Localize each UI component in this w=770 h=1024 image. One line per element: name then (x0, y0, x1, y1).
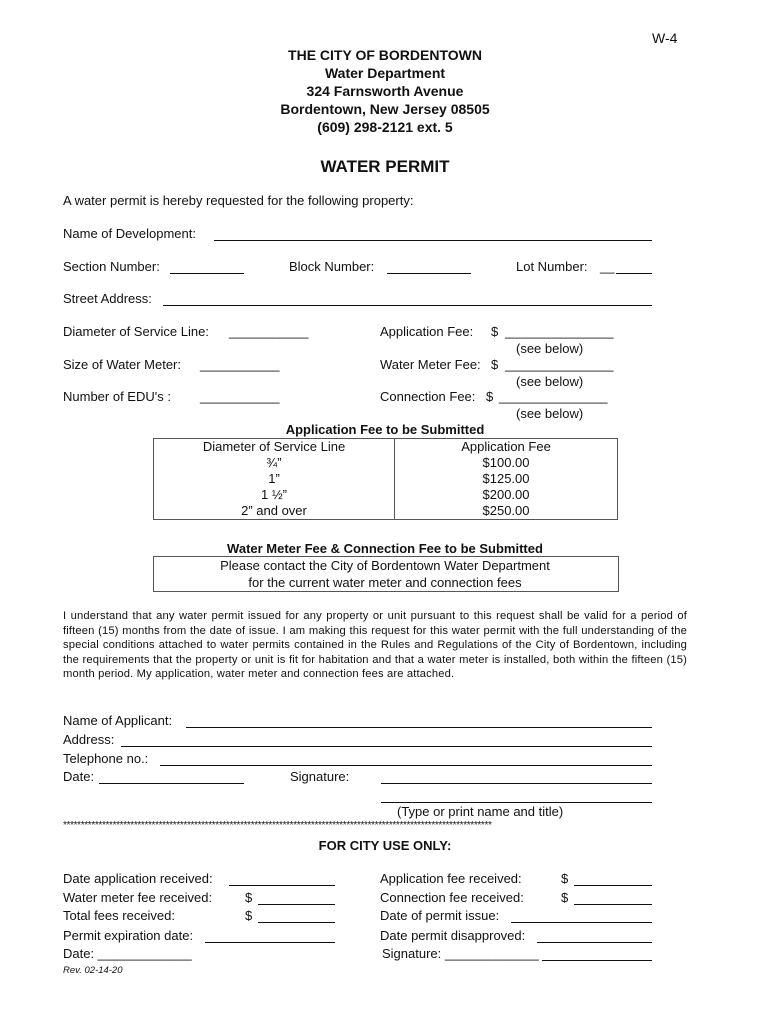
table-row (154, 455, 618, 471)
edus-label: Number of EDU's : (63, 389, 171, 404)
conn-fee-received-currency: $ (561, 890, 569, 905)
page-title: WATER PERMIT (320, 157, 450, 176)
applicant-name-label: Name of Applicant: (63, 713, 173, 728)
meter-size-field[interactable]: ___________ (200, 357, 280, 372)
separator: ************************************************************************************************************************* (63, 820, 492, 831)
expiration-date-label: Permit expiration date: (63, 928, 194, 943)
dept-phone: (609) 298-2121 ext. 5 (317, 119, 453, 135)
dept-street: 324 Farnsworth Avenue (306, 83, 464, 99)
conn-fee-received-label: Connection fee received: (380, 890, 524, 905)
meter-fee-received-currency: $ (245, 890, 253, 905)
permit-disapproved-label: Date permit disapproved: (380, 928, 526, 943)
conn-fee-label: Connection Fee: (380, 389, 476, 404)
revision-note: Rev. 02-14-20 (63, 965, 123, 976)
meter-box-line2: for the current water meter and connection fees (248, 575, 522, 590)
fee-amount-cell: $100.00 (482, 455, 530, 470)
dept-name: Water Department (324, 65, 446, 81)
total-fees-field[interactable] (258, 922, 335, 923)
conn-fee-field[interactable]: _______________ (499, 389, 608, 404)
conn-fee-currency: $ (486, 389, 494, 404)
fee-header-fee: Application Fee (461, 439, 551, 454)
city-signature-field[interactable] (542, 960, 652, 961)
applicant-printed-name-field[interactable] (381, 802, 652, 803)
diameter-label: Diameter of Service Line: (63, 324, 209, 339)
fee-table-header-row (154, 439, 618, 456)
applicant-signature-field[interactable] (381, 783, 652, 784)
lot-field[interactable] (616, 273, 652, 274)
applicant-date-field[interactable] (99, 783, 244, 784)
expiration-date-field[interactable] (205, 942, 335, 943)
meter-fee-field[interactable]: _______________ (505, 357, 614, 372)
street-label: Street Address: (63, 291, 152, 306)
permit-disapproved-field[interactable] (537, 942, 652, 943)
city-date-label[interactable]: Date: _____________ (63, 946, 192, 961)
meter-box-line1: Please contact the City of Bordentown Water Department (220, 558, 550, 573)
applicant-telephone-field[interactable] (160, 765, 652, 766)
development-label: Name of Development: (63, 226, 196, 241)
city-signature-label[interactable]: Signature: _____________ (382, 946, 539, 961)
app-fee-note: (see below) (516, 341, 584, 356)
city-use-title: FOR CITY USE ONLY: (318, 838, 452, 853)
lot-label: Lot Number: (516, 259, 588, 274)
app-fee-currency: $ (491, 324, 499, 339)
total-fees-label: Total fees received: (63, 908, 176, 923)
fee-amount-cell: $200.00 (482, 487, 530, 502)
block-label: Block Number: (289, 259, 375, 274)
app-fee-received-currency: $ (561, 871, 569, 886)
permit-issue-date-label: Date of permit issue: (380, 908, 500, 923)
fee-diameter-cell: 2” and over (154, 503, 395, 520)
block-field[interactable] (387, 273, 471, 274)
table-row (154, 471, 618, 487)
app-fee-field[interactable]: _______________ (505, 324, 614, 339)
dept-city: Bordentown, New Jersey 08505 (280, 101, 490, 117)
app-fee-received-label: Application fee received: (380, 871, 522, 886)
fee-diameter-cell: 1” (154, 471, 395, 487)
app-fee-received-field[interactable] (574, 885, 652, 886)
applicant-telephone-label: Telephone no.: (63, 751, 149, 766)
fee-amount-cell: $250.00 (482, 503, 530, 518)
meter-size-label: Size of Water Meter: (63, 357, 181, 372)
fee-header-diameter: Diameter of Service Line (154, 439, 395, 456)
table-row (154, 503, 618, 520)
fee-diameter-cell: ¾” (154, 455, 395, 471)
signature-caption: (Type or print name and title) (397, 804, 564, 819)
date-app-received-field[interactable] (229, 885, 335, 886)
intro-text: A water permit is hereby requested for the following property: (63, 193, 414, 208)
date-app-received-label: Date application received: (63, 871, 213, 886)
total-fees-currency: $ (245, 908, 253, 923)
meter-fee-label: Water Meter Fee: (380, 357, 481, 372)
street-field[interactable] (163, 305, 652, 306)
conn-fee-note: (see below) (516, 406, 584, 421)
applicant-address-label: Address: (63, 732, 115, 747)
development-field[interactable] (214, 240, 652, 241)
applicant-date-label: Date: (63, 769, 95, 784)
applicant-name-field[interactable] (186, 727, 652, 728)
meter-box-title: Water Meter Fee & Connection Fee to be Submitted (227, 541, 543, 556)
fee-diameter-cell: 1 ½” (154, 487, 395, 503)
meter-fee-received-field[interactable] (258, 904, 335, 905)
form-code: W-4 (652, 30, 678, 46)
fee-table (153, 438, 618, 520)
applicant-address-field[interactable] (121, 746, 652, 747)
org-name: THE CITY OF BORDENTOWN (288, 47, 482, 63)
section-field[interactable] (170, 273, 244, 274)
table-row (154, 487, 618, 503)
conn-fee-received-field[interactable] (574, 904, 652, 905)
app-fee-label: Application Fee: (380, 324, 474, 339)
meter-fee-currency: $ (491, 357, 499, 372)
section-label: Section Number: (63, 259, 160, 274)
meter-fee-note: (see below) (516, 374, 584, 389)
meter-fee-received-label: Water meter fee received: (63, 890, 213, 905)
lot-underscore: __ (600, 259, 615, 274)
diameter-field[interactable]: ___________ (229, 324, 309, 339)
fee-table-title: Application Fee to be Submitted (285, 422, 485, 437)
statement-text: I understand that any water permit issued for any property or unit pursuant to this request shall be valid for a period of fifteen (15) months from the date of issue. I am making this request for this water permit with the full understanding of the special conditions attached to water permits contained in the Rules and Regulations of the City of Bordentown, including the requirements that the property or unit is fit for habitation and that a water meter is installed, both within the fifteen (15) month period. My application, water meter and connection fees are attached. (63, 610, 687, 681)
permit-issue-date-field[interactable] (511, 922, 652, 923)
applicant-signature-label: Signature: (290, 769, 350, 784)
edus-field[interactable]: ___________ (200, 389, 280, 404)
fee-amount-cell: $125.00 (482, 471, 530, 486)
